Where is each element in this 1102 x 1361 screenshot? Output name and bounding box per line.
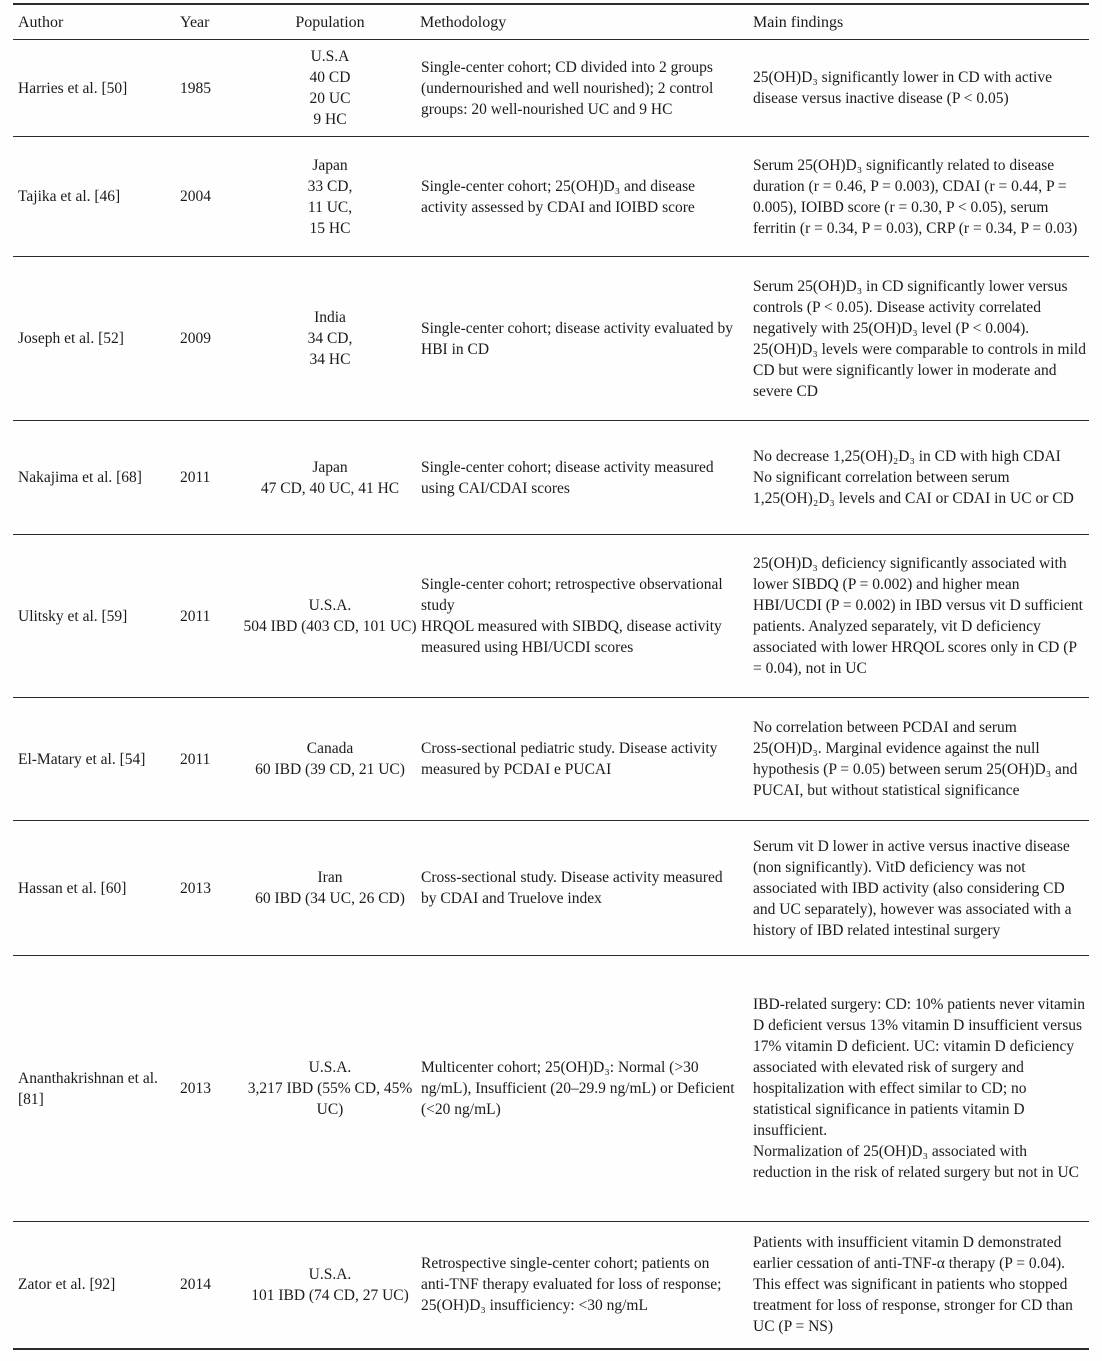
population-cell-text: 34 HC xyxy=(309,351,351,368)
methodology-cell-text: Multicenter cohort; 25(OH)D₃: Normal (>30 ng/mL), Insufficient (20–29.9 ng/mL) or Deficient (<20 ng/mL) xyxy=(421,1059,735,1118)
header-row xyxy=(13,4,1089,40)
population-cell xyxy=(240,698,420,821)
methodology-cell-text: Single-center cohort; disease activity measured using CAI/CDAI scores xyxy=(421,458,714,497)
study-row xyxy=(13,421,1089,535)
year-cell xyxy=(170,257,240,421)
year-cell xyxy=(170,40,240,137)
population-cell xyxy=(240,535,420,698)
author-cell xyxy=(13,821,170,956)
author-cell xyxy=(13,698,170,821)
findings-cell-text: Serum 25(OH)D₃ significantly related to disease duration (r = 0.46, P = 0.003), CDAI (r = 0.44, P = 0.005), IOIBD score (r = 0.30, P < 0.05), serum ferritin (r = 0.34, P = 0.03), CRP (r = 0.34, P = 0.03) xyxy=(753,156,1078,237)
methodology-cell xyxy=(420,535,753,698)
author-cell-text: Tajika et al. [46] xyxy=(18,188,121,205)
year-cell-text: 2013 xyxy=(180,879,211,897)
year-cell-text: 1985 xyxy=(180,79,211,97)
study-row xyxy=(13,535,1089,698)
findings-cell xyxy=(753,956,1089,1222)
findings-cell-text: Serum vit D lower in active versus inactive disease (non significantly). VitD deficiency was not associated with IBD activity (also considering CD and UC separately), however was associated with a history of IBD related intestinal surgery xyxy=(753,837,1072,939)
findings-cell-text: No correlation between PCDAI and serum 25(OH)D₃. Marginal evidence against the null hypothesis (P = 0.05) between serum 25(OH)D₃ and PUCAI, but without statistical significance xyxy=(753,719,1078,799)
header-methodology: Methodology xyxy=(420,4,753,40)
study-row xyxy=(13,257,1089,421)
population-cell xyxy=(240,956,420,1222)
findings-cell xyxy=(753,535,1089,698)
population-cell-text: U.S.A. xyxy=(308,1265,352,1283)
findings-cell-text: 25(OH)D₃ deficiency significantly associated with lower SIBDQ (P = 0.002) and higher mean HBI/UCDI (P = 0.002) in IBD versus vit D sufficient patients. Analyzed separately, vit D deficiency associated with lower HRQOL scores only in CD (P = 0.04), not in UC xyxy=(753,555,1083,677)
author-cell xyxy=(13,421,170,535)
author-cell-text: El-Matary et al. [54] xyxy=(18,750,146,768)
findings-cell xyxy=(753,698,1089,821)
study-row xyxy=(13,1222,1089,1349)
findings-cell xyxy=(753,257,1089,421)
population-cell xyxy=(240,821,420,956)
population-cell-text: 20 UC xyxy=(309,90,351,107)
year-cell-text: 2009 xyxy=(180,330,211,347)
findings-cell xyxy=(753,40,1089,137)
author-cell-text: Ulitsky et al. [59] xyxy=(18,607,128,625)
methodology-cell xyxy=(420,956,753,1222)
methodology-cell xyxy=(420,698,753,821)
methodology-cell xyxy=(420,40,753,137)
studies-table xyxy=(13,3,1089,1350)
methodology-cell-text: Single-center cohort; 25(OH)D₃ and disease activity assessed by CDAI and IOIBD score xyxy=(421,177,695,216)
findings-cell-text: Serum 25(OH)D₃ in CD significantly lower versus controls (P < 0.05). Disease activity correlated negatively with 25(OH)D₃ level (P < 0.004). 25(OH)D₃ levels were comparable to controls in mild CD but were significantly lower in moderate and severe CD xyxy=(753,277,1086,400)
header-author: Author xyxy=(13,4,170,40)
year-cell xyxy=(170,821,240,956)
population-cell-text: Canada xyxy=(306,740,354,757)
population-cell-text: Japan xyxy=(312,156,348,174)
year-cell xyxy=(170,698,240,821)
author-cell-text: Harries et al. [50] xyxy=(18,79,128,97)
year-cell-text: 2004 xyxy=(180,188,211,205)
population-cell-text: 60 IBD (39 CD, 21 UC) xyxy=(255,761,405,778)
findings-cell-text: No significant correlation between serum 1,25(OH)₂D₃ levels and CAI or CDAI in UC or CD xyxy=(753,469,1074,507)
methodology-cell-text: Single-center cohort; retrospective observational study xyxy=(421,576,723,614)
author-cell xyxy=(13,257,170,421)
findings-cell xyxy=(753,821,1089,956)
population-cell-text: U.S.A. xyxy=(308,597,352,614)
findings-cell-text: 25(OH)D₃ significantly lower in CD with active disease versus inactive disease (P < 0.05) xyxy=(753,69,1052,107)
author-cell-text: Joseph et al. [52] xyxy=(18,330,124,347)
methodology-cell-text: Single-center cohort; disease activity evaluated by HBI in CD xyxy=(421,319,734,358)
year-cell xyxy=(170,956,240,1222)
methodology-cell-text: Single-center cohort; CD divided into 2 groups (undernourished and well nourished); 2 control groups: 20 well-nourished UC and 9 HC xyxy=(421,58,714,118)
header-population: Population xyxy=(240,4,420,40)
author-cell xyxy=(13,535,170,698)
population-cell xyxy=(240,137,420,257)
methodology-cell-text: Retrospective single-center cohort; patients on anti-TNF therapy evaluated for loss of response; 25(OH)D₃ insufficiency: <30 ng/mL xyxy=(421,1255,722,1315)
table-body xyxy=(13,40,1089,1349)
methodology-cell xyxy=(420,421,753,535)
methodology-cell xyxy=(420,257,753,421)
findings-cell xyxy=(753,1222,1089,1349)
year-cell-text: 2014 xyxy=(180,1276,211,1294)
population-cell-text: 504 IBD (403 CD, 101 UC) xyxy=(243,618,417,635)
population-cell-text: India xyxy=(314,309,346,326)
header-year: Year xyxy=(170,4,240,40)
findings-cell-text: IBD-related surgery: CD: 10% patients never vitamin D deficient versus 13% vitamin D insufficient versus 17% vitamin D deficient. UC: vitamin D deficiency associated with elevated risk of surgery and hospitalization with effect similar to CD; no statistical significance in patients vitamin D insufficient. xyxy=(753,996,1086,1139)
population-cell xyxy=(240,257,420,421)
population-cell-text: 60 IBD (34 UC, 26 CD) xyxy=(255,890,405,907)
year-cell xyxy=(170,137,240,257)
methodology-cell xyxy=(420,821,753,956)
population-cell-text: 15 HC xyxy=(309,219,351,237)
population-cell-text: 47 CD, 40 UC, 41 HC xyxy=(260,479,400,497)
methodology-cell-text: HRQOL measured with SIBDQ, disease activity measured using HBI/UCDI scores xyxy=(421,618,722,656)
population-cell xyxy=(240,421,420,535)
author-cell-text: Zator et al. [92] xyxy=(18,1276,116,1294)
author-cell xyxy=(13,137,170,257)
findings-cell-text: Normalization of 25(OH)D₃ associated with reduction in the risk of related surgery but not in UC xyxy=(753,1143,1080,1181)
population-cell-text: 33 CD, xyxy=(307,177,353,195)
study-row xyxy=(13,137,1089,257)
author-cell-text: Nakajima et al. [68] xyxy=(18,469,142,486)
population-cell-text: 11 UC, xyxy=(307,198,353,216)
year-cell xyxy=(170,421,240,535)
population-cell xyxy=(240,40,420,137)
study-row xyxy=(13,40,1089,137)
population-cell-text: U.S.A. xyxy=(308,1059,352,1076)
methodology-cell-text: Cross-sectional pediatric study. Disease activity measured by PCDAI e PUCAI xyxy=(421,740,718,778)
findings-cell-text: No decrease 1,25(OH)₂D₃ in CD with high CDAI xyxy=(753,448,1061,465)
author-cell-text: Hassan et al. [60] xyxy=(18,879,127,897)
author-cell xyxy=(13,956,170,1222)
year-cell-text: 2011 xyxy=(180,750,211,768)
author-cell xyxy=(13,40,170,137)
findings-cell xyxy=(753,137,1089,257)
year-cell xyxy=(170,535,240,698)
population-cell-text: 3,217 IBD (55% CD, 45% UC) xyxy=(247,1080,413,1118)
study-row xyxy=(13,956,1089,1222)
population-cell-text: U.S.A xyxy=(310,48,350,65)
population-cell-text: 34 CD, xyxy=(307,330,353,347)
year-cell xyxy=(170,1222,240,1349)
author-cell xyxy=(13,1222,170,1349)
author-cell-text: Ananthakrishnan et al. [81] xyxy=(18,1069,158,1108)
population-cell-text: 9 HC xyxy=(313,111,347,128)
population-cell xyxy=(240,1222,420,1349)
methodology-cell xyxy=(420,137,753,257)
population-cell-text: Iran xyxy=(317,869,343,886)
population-cell-text: 101 IBD (74 CD, 27 UC) xyxy=(251,1286,409,1304)
methodology-cell xyxy=(420,1222,753,1349)
study-row xyxy=(13,698,1089,821)
population-cell-text: 40 CD xyxy=(309,69,351,86)
study-row xyxy=(13,821,1089,956)
year-cell-text: 2011 xyxy=(180,469,211,486)
year-cell-text: 2013 xyxy=(180,1080,211,1097)
methodology-cell-text: Cross-sectional study. Disease activity measured by CDAI and Truelove index xyxy=(421,869,723,907)
findings-cell-text: Patients with insufficient vitamin D demonstrated earlier cessation of anti-TNF-α therapy (P = 0.04). This effect was significant in patients who stopped treatment for loss of response, stronger for CD than UC (P = NS) xyxy=(753,1234,1073,1336)
header-main-findings: Main findings xyxy=(753,4,1089,40)
year-cell-text: 2011 xyxy=(180,607,211,625)
population-cell-text: Japan xyxy=(312,458,348,476)
findings-cell xyxy=(753,421,1089,535)
